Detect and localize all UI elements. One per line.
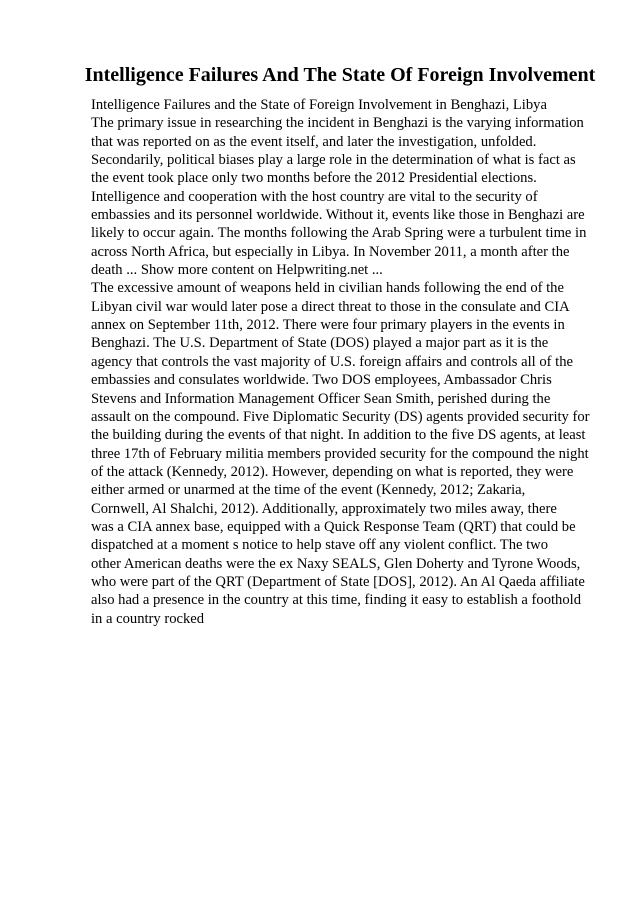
body-line: of the attack (Kennedy, 2012). However, depending on what is reported, they were [91,463,574,480]
body-line: either armed or unarmed at the time of the event (Kennedy, 2012; Zakaria, [91,482,526,499]
body-line: dispatched at a moment s notice to help stave off any violent conflict. The two [91,537,549,554]
body-line: three 17th of February militia members provided security for the compound the night [91,445,589,462]
body-line: other American deaths were the ex Naxy SEALS, Glen Doherty and Tyrone Woods, [91,555,581,572]
body-line: that was reported on as the event itself, and later the investigation, unfolded. [91,133,537,150]
body-line: embassies and its personnel worldwide. Without it, events like those in Benghazi are [91,207,585,224]
body-line: Secondarily, political biases play a large role in the determination of what is fact as [91,152,576,169]
body-line: death ... Show more content on Helpwriting.net ... [91,262,383,279]
body-line: Cornwell, Al Shalchi, 2012). Additionally, approximately two miles away, there [91,500,557,517]
body-line: Benghazi. The U.S. Department of State (DOS) played a major part as it is the [91,335,549,352]
body-line: also had a presence in the country at this time, finding it easy to establish a foothold [91,592,581,609]
body-line: Intelligence and cooperation with the host country are vital to the security of [91,188,538,205]
page-title: Intelligence Failures And The State Of Foreign Involvement [84,64,596,86]
body-line: The primary issue in researching the incident in Benghazi is the varying information [91,115,584,132]
body-line: Stevens and Information Management Officer Sean Smith, perished during the [91,390,551,407]
body-line: the event took place only two months before the 2012 Presidential elections. [91,170,537,187]
body-line: across North Africa, but especially in Libya. In November 2011, a month after the [91,243,570,260]
body-line: who were part of the QRT (Department of State [DOS], 2012). An Al Qaeda affiliate [91,573,585,590]
body-line: agency that controls the vast majority of U.S. foreign affairs and controls all of the [91,353,573,370]
body-line: in a country rocked [91,610,205,627]
body-line: was a CIA annex base, equipped with a Quick Response Team (QRT) that could be [91,518,576,535]
body-line: Libyan civil war would later pose a direct threat to those in the consulate and CIA [91,298,570,315]
document-body [91,96,590,628]
body-line: annex on September 11th, 2012. There were four primary players in the events in [91,317,565,334]
body-line: embassies and consulates worldwide. Two DOS employees, Ambassador Chris [91,372,552,389]
body-line: The excessive amount of weapons held in civilian hands following the end of the [91,280,564,297]
body-line: Intelligence Failures and the State of Foreign Involvement in Benghazi, Libya [91,97,547,113]
body-line: likely to occur again. The months following the Arab Spring were a turbulent time in [91,225,587,242]
body-line: assault on the compound. Five Diplomatic Security (DS) agents provided security for [91,408,590,425]
body-line: the building during the events of that night. In addition to the five DS agents, at least [91,427,586,444]
